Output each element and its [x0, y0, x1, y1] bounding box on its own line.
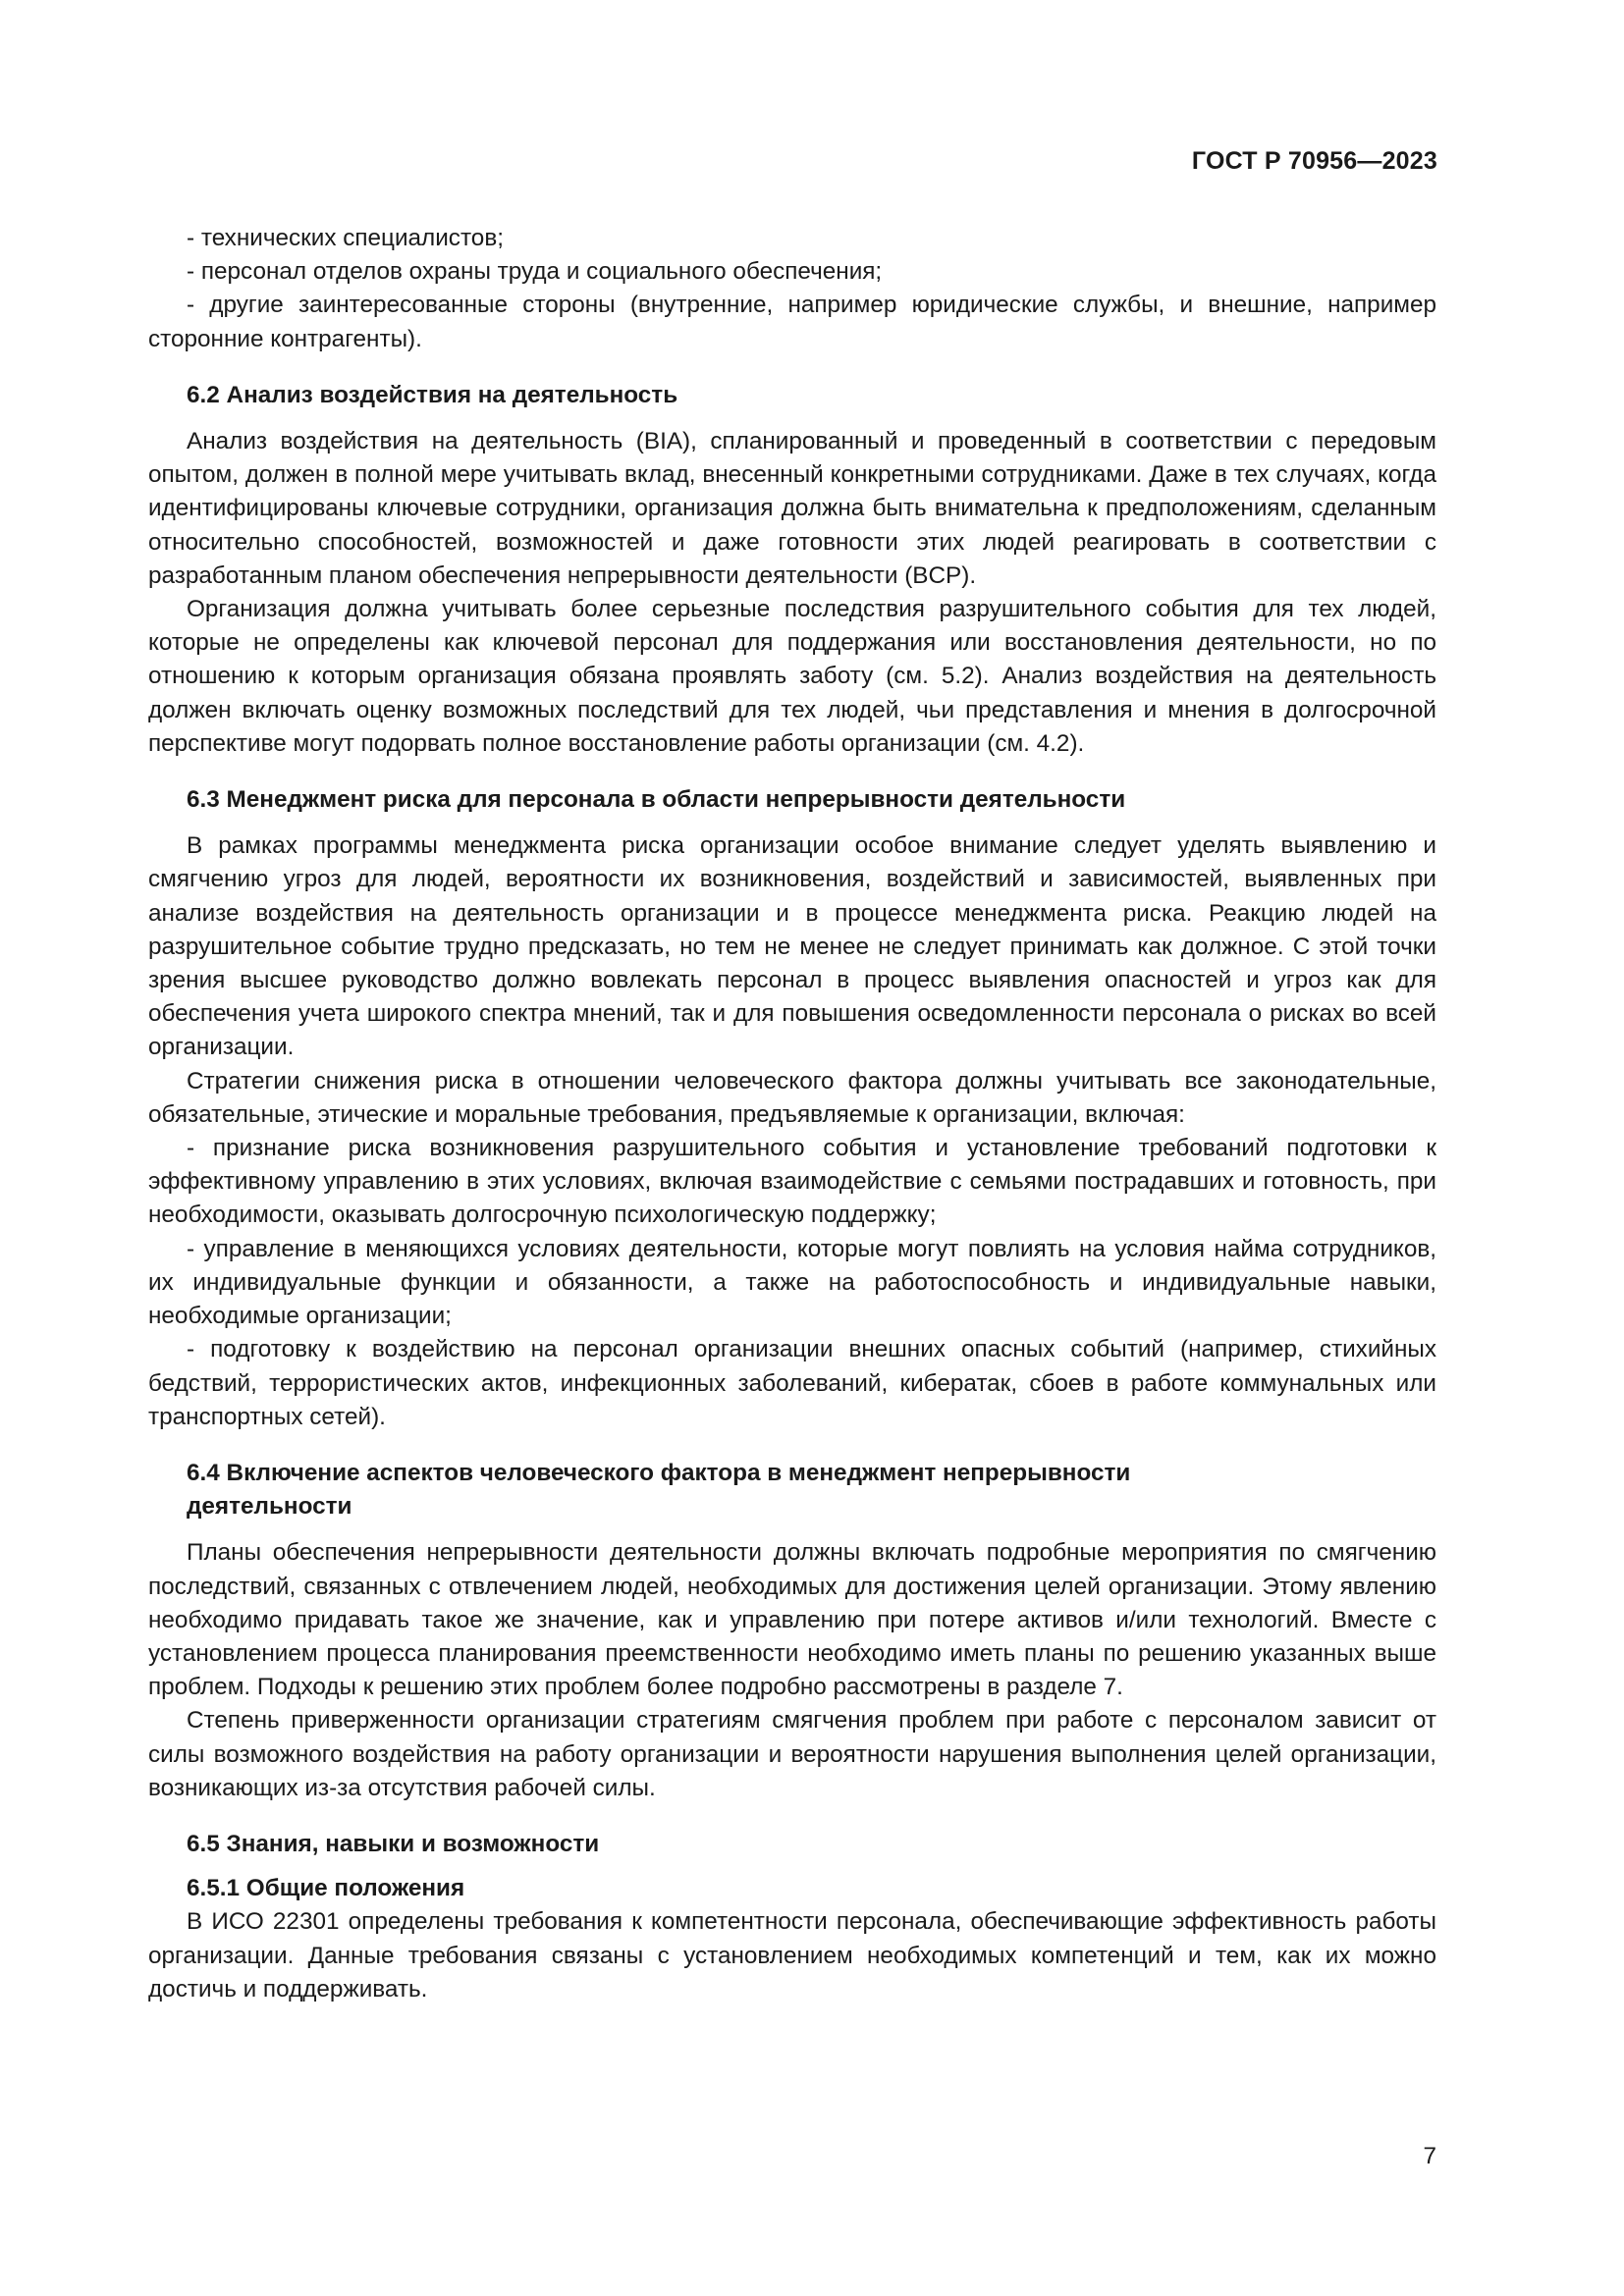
section-heading-6-5-1: 6.5.1 Общие положения [187, 1875, 465, 1902]
paragraph-competence: В ИСО 22301 определены требования к компетентности персонала, обеспечивающие эффективность работы организации. Данные требования связаны с установлением необходимых компетенций и тем, как их можно достичь и поддерживать. [148, 1908, 1436, 2002]
list-item-disruption-risk: - признание риска возникновения разрушительного события и установление требований подготовки к эффективному управлению в этих условиях, включая взаимодействие с семьями пострадавших и готовность, при необходимости, оказывать долгосрочную психологическую поддержку; [148, 1135, 1436, 1229]
section-heading-6-4-line1: 6.4 Включение аспектов человеческого фактора в менеджмент непрерывности [187, 1459, 1131, 1486]
list-item-changing-conditions: - управление в меняющихся условиях деятельности, которые могут повлиять на условия найма сотрудников, их индивидуальные функции и обязанности, а также на работоспособность и индивидуальные навыки, необходимые организации; [148, 1235, 1436, 1330]
paragraph-human-factor-2: Степень приверженности организации стратегиям смягчения проблем при работе с персоналом зависит от силы возможного воздействия на работу организации и вероятности нарушения выполнения целей организации, возникающих из-за отсутствия рабочей силы. [148, 1707, 1436, 1801]
list-item-technical-specialists: - технических специалистов; [187, 225, 504, 251]
paragraph-bia-2: Организация должна учитывать более серьезные последствия разрушительного события для тех людей, которые не определены как ключевой персонал для поддержания или восстановления деятельности, но по отношению к которым организация обязана проявлять заботу (см. 5.2). Анализ воздействия на деятельность должен включать оценку возможных последствий для тех людей, чьи представления и мнения в долгосрочной перспективе могут подорвать полное восстановление работы организации (см. 4.2). [148, 596, 1436, 757]
list-item-external-events: - подготовку к воздействию на персонал организации внешних опасных событий (например, стихийных бедствий, террористических актов, инфекционных заболеваний, кибератак, сбоев в работе коммунальных или транспортных сетей). [148, 1336, 1436, 1430]
paragraph-bia-1: Анализ воздействия на деятельность (BIA), спланированный и проведенный в соответствии с передовым опытом, должен в полной мере учитывать вклад, внесенный конкретными сотрудниками. Даже в тех случаях, когда идентифицированы ключевые сотрудники, организация должна быть внимательна к предположениям, сделанным относительно способностей, возможностей и даже готовности этих людей реагировать в соответствии с разработанным планом обеспечения непрерывности деятельности (BCP). [148, 428, 1436, 589]
paragraph-risk-1: В рамках программы менеджмента риска организации особое внимание следует уделять выявлению и смягчению угроз для людей, вероятности их возникновения, воздействий и зависимостей, выявленных при анализе воздействия на деятельность организации и в процессе менеджмента риска. Реакцию людей на разрушительное событие трудно предсказать, но тем не менее не следует принимать как должное. С этой точки зрения высшее руководство должно вовлекать персонал в процесс выявления опасностей и угроз как для обеспечения учета широкого спектра мнений, так и для повышения осведомленности персонала о рисках во всей организации. [148, 832, 1436, 1061]
paragraph-human-factor-1: Планы обеспечения непрерывности деятельности должны включать подробные мероприятия по смягчению последствий, связанных с отвлечением людей, необходимых для достижения целей организации. Этому явлению необходимо придавать такое же значение, как и управлению при потере активов и/или технологий. Вместе с установлением процесса планирования преемственности необходимо иметь планы по решению указанных выше проблем. Подходы к решению этих проблем более подробно рассмотрены в разделе 7. [148, 1539, 1436, 1701]
list-item-other-stakeholders: - другие заинтересованные стороны (внутренние, например юридические службы, и внешние, например сторонние контрагенты). [148, 292, 1436, 352]
document-id-header: ГОСТ Р 70956—2023 [1191, 147, 1437, 175]
section-heading-6-5: 6.5 Знания, навыки и возможности [187, 1830, 600, 1857]
section-heading-6-4 [148, 1457, 1436, 1523]
section-heading-6-2: 6.2 Анализ воздействия на деятельность [187, 381, 678, 408]
paragraph-risk-2: Стратегии снижения риска в отношении человеческого фактора должны учитывать все законодательные, обязательные, этические и моральные требования, предъявляемые к организации, включая: [148, 1067, 1436, 1128]
section-heading-6-3: 6.3 Менеджмент риска для персонала в области непрерывности деятельности [187, 786, 1126, 814]
page-number: 7 [1423, 2143, 1436, 2169]
document-body [148, 222, 1436, 2006]
section-heading-6-4-line2: деятельности [187, 1493, 352, 1521]
list-item-safety-personnel: - персонал отделов охраны труда и социального обеспечения; [187, 258, 883, 286]
